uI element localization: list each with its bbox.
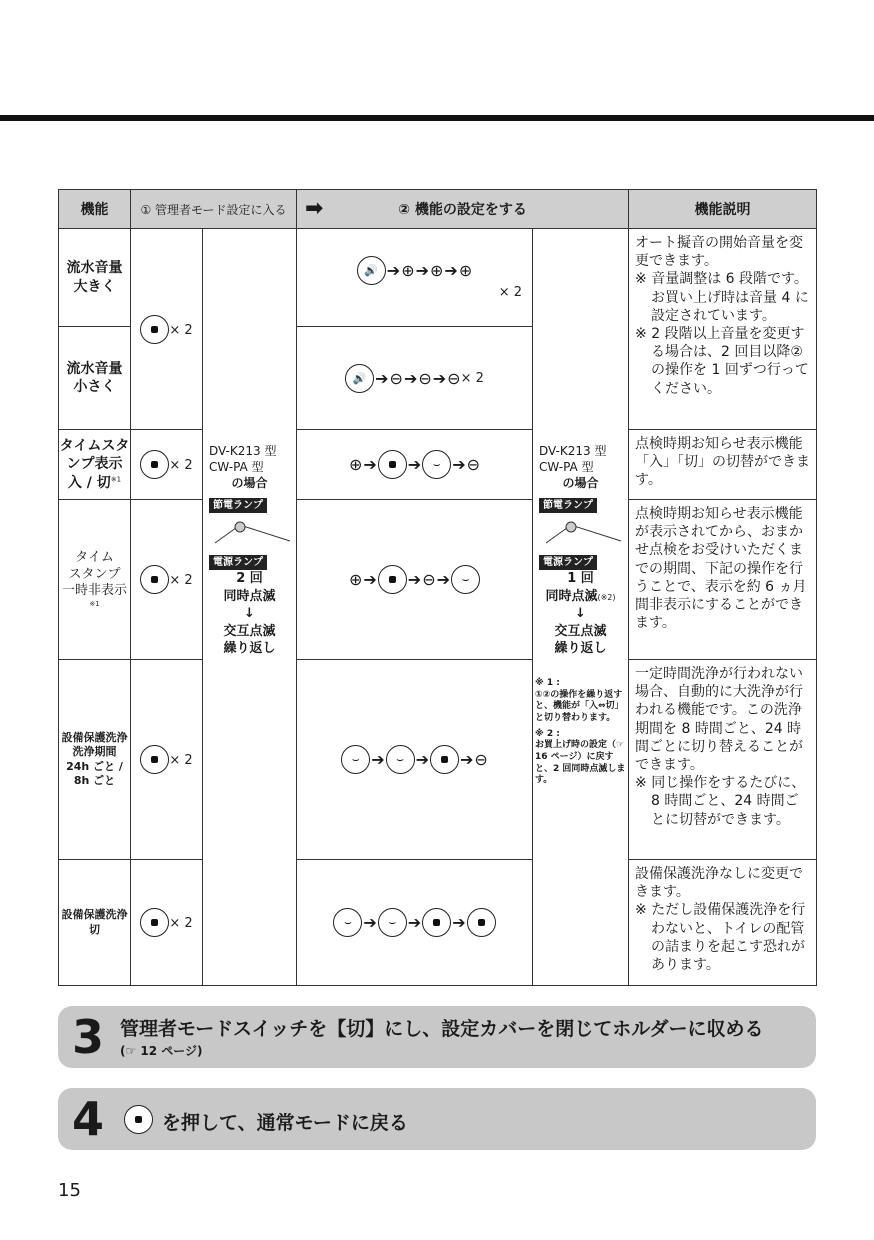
row4-step2: ⊕ ➔ ➔ ⊖ ➔ ⌣: [297, 500, 533, 660]
blink-times: 1 回: [567, 571, 594, 587]
enter-button-icon: [140, 908, 169, 937]
minus-button-icon: ⊖: [422, 570, 436, 589]
step-3-box: [58, 1006, 816, 1068]
arrow-right-icon: ➡: [305, 196, 324, 221]
plus-button-icon: ⊕: [348, 570, 363, 589]
row-fn-protect-period: 設備保護洗浄 洗浄期間 24h ごと / 8h ごと: [59, 660, 131, 860]
row5-desc: [629, 660, 817, 860]
row-fn-volume-down: 流水音量 小さく: [59, 327, 131, 430]
row3-step1: [131, 430, 203, 500]
plus-button-icon: ⊕: [430, 260, 444, 280]
step-text: 管理者モードスイッチを【切】にし、設定カバーを閉じてホルダーに収める: [120, 1018, 764, 1040]
plus-button-icon: ⊕: [401, 260, 415, 280]
row1-desc: [629, 229, 817, 430]
flush-button-icon: ⌣: [333, 908, 362, 937]
enter-button-icon: [140, 565, 169, 594]
row6-desc: [629, 860, 817, 986]
row6-step2: ⌣ ➔ ⌣ ➔ ➔: [297, 860, 533, 986]
repeat: 繰り返し: [554, 641, 607, 657]
alt-blink: 交互点滅: [554, 623, 607, 639]
count: × 2: [169, 753, 193, 768]
volume-button-icon: 🔊: [357, 256, 386, 285]
blink-times: 2 回: [236, 571, 263, 587]
enter-button-icon: [378, 565, 407, 594]
row4-step1: [131, 500, 203, 660]
lamp1-label: 節電ランプ: [539, 498, 597, 514]
fn-label: タイムスタンプ表示 入 / 切: [59, 438, 130, 491]
row-fn-volume-up: 流水音量 大きく: [59, 229, 131, 327]
page-number: 15: [58, 1180, 81, 1201]
header-desc: 機能説明: [629, 190, 817, 229]
header-step2-label: ② 機能の設定をする: [398, 202, 527, 218]
lamp-left-cell: [203, 229, 297, 986]
blink: 同時点滅: [545, 588, 598, 604]
lamp-illustration-icon: [536, 513, 626, 547]
row-step1-cell: [131, 229, 203, 430]
minus-button-icon: ⊖: [447, 368, 461, 388]
blink-note: (※2): [597, 592, 616, 602]
step-4-box: [58, 1088, 816, 1150]
footnote1-label: ※ 1 :: [535, 677, 560, 688]
fn-mark: ※1: [89, 600, 100, 609]
row4-desc: [629, 500, 817, 660]
desc-note: ※ 同じ操作をするたびに、8 時間ごと、24 時間ごとに切替ができます。: [635, 775, 806, 828]
minus-button-icon: ⊖: [418, 368, 432, 388]
step-subtext: (☞ 12 ページ): [120, 1044, 203, 1058]
enter-button-icon: [140, 745, 169, 774]
count: × 2: [169, 916, 193, 931]
model2: CW-PA 型: [539, 460, 594, 475]
minus-button-icon: ⊖: [474, 750, 488, 769]
header-step1: ① 管理者モード設定に入る: [131, 190, 297, 229]
plus-button-icon: ⊕: [458, 260, 473, 280]
case: の場合: [231, 476, 268, 491]
volume-button-icon: 🔊: [345, 364, 374, 393]
desc-text: 一定時間洗浄が行われない場合、自動的に大洗浄が行われる機能です。この洗浄期間を 8 時間ごと、24 時間ごとに切り替えることができます。: [635, 666, 804, 773]
flush-button-icon: ⌣: [451, 565, 480, 594]
top-rule: [0, 115, 874, 121]
lamp1-label: 節電ランプ: [209, 498, 267, 514]
desc-text: 点検時期お知らせ表示機能が表示されてから、おまかせ点検をお受けいただくまでの期間、下記の操作を行うことで、表示を約 6 ヵ月間非表示にすることができます。: [635, 506, 807, 632]
enter-button-icon: [422, 908, 451, 937]
model2: CW-PA 型: [209, 460, 264, 475]
arrow-down-icon: ↓: [575, 606, 586, 622]
repeat: 繰り返し: [223, 641, 276, 657]
footnote2-label: ※ 2 :: [535, 728, 560, 739]
desc-note: ※ 2 段階以上音量を変更する場合は、2 回目以降②の操作を 1 回ずつ行ってください。: [635, 325, 809, 397]
blink: 同時点滅: [223, 588, 276, 604]
lamp2-label: 電源ランプ: [539, 555, 597, 571]
desc-text: 点検時期お知らせ表示機能「入」「切」の切替ができます。: [635, 436, 811, 489]
footnote2: お買上げ時の設定（☞ 16 ページ）に戻すと、2 回同時点滅します。: [535, 740, 626, 786]
function-table: [58, 189, 817, 986]
row-fn-protect-off: 設備保護洗浄 切: [59, 860, 131, 986]
step-number: 4: [72, 1092, 105, 1146]
lamp2-label: 電源ランプ: [209, 555, 267, 571]
row2-step2: 🔊 ➔ ⊖ ➔ ⊖ ➔ ⊖ × 2: [297, 327, 533, 430]
desc-text: 設備保護洗浄なしに変更できます。: [635, 866, 804, 901]
model1: DV-K213 型: [539, 444, 607, 458]
row5-step1: [131, 660, 203, 860]
lamp-illustration-icon: [205, 513, 295, 547]
header-function: 機能: [59, 190, 131, 229]
row3-step2: ⊕ ➔ ➔ ⌣ ➔ ⊖: [297, 430, 533, 500]
enter-button-icon: [378, 450, 407, 479]
row1-step2: 🔊 ➔ ⊕ ➔ ⊕ ➔ ⊕ × 2: [297, 229, 533, 327]
enter-button-icon: [140, 315, 169, 344]
header-step2: [297, 190, 629, 229]
count: × 2: [169, 458, 193, 473]
enter-button-icon: [430, 745, 459, 774]
step-number: 3: [72, 1010, 105, 1064]
fn-mark: ※1: [110, 474, 122, 483]
count: × 2: [460, 370, 484, 386]
count: × 2: [498, 284, 522, 300]
minus-button-icon: ⊖: [466, 455, 481, 474]
fn-label: タイム スタンプ 一時非表示: [61, 549, 127, 599]
arrow-down-icon: ↓: [244, 606, 255, 622]
flush-button-icon: ⌣: [422, 450, 451, 479]
count: × 2: [169, 573, 193, 588]
row6-step1: [131, 860, 203, 986]
row-fn-timestamp: [59, 430, 131, 500]
enter-button-icon: [124, 1105, 153, 1134]
footnote1: ①②の操作を繰り返すと、機能が「入⇔切」と切り替わります。: [535, 689, 624, 723]
desc-note: ※ 音量調整は 6 段階です。お買い上げ時は音量 4 に設定されています。: [635, 271, 809, 324]
lamp-right-cell: [533, 229, 629, 986]
case: の場合: [562, 476, 599, 491]
enter-button-icon: [467, 908, 496, 937]
plus-button-icon: ⊕: [348, 455, 363, 474]
enter-button-icon: [140, 450, 169, 479]
flush-button-icon: ⌣: [341, 745, 370, 774]
count: × 2: [169, 322, 193, 338]
step-text: を押して、通常モードに戻る: [162, 1112, 408, 1134]
flush-button-icon: ⌣: [386, 745, 415, 774]
alt-blink: 交互点滅: [223, 623, 276, 639]
row-fn-timestamp-hide: [59, 500, 131, 660]
model1: DV-K213 型: [209, 444, 277, 458]
row5-step2: ⌣ ➔ ⌣ ➔ ➔ ⊖: [297, 660, 533, 860]
row3-desc: [629, 430, 817, 500]
desc-text: オート擬音の開始音量を変更できます。: [635, 235, 804, 270]
flush-button-icon: ⌣: [378, 908, 407, 937]
minus-button-icon: ⊖: [389, 368, 403, 388]
desc-note: ※ ただし設備保護洗浄を行わないと、トイレの配管の詰まりを起こす恐れがあります。: [635, 902, 806, 973]
